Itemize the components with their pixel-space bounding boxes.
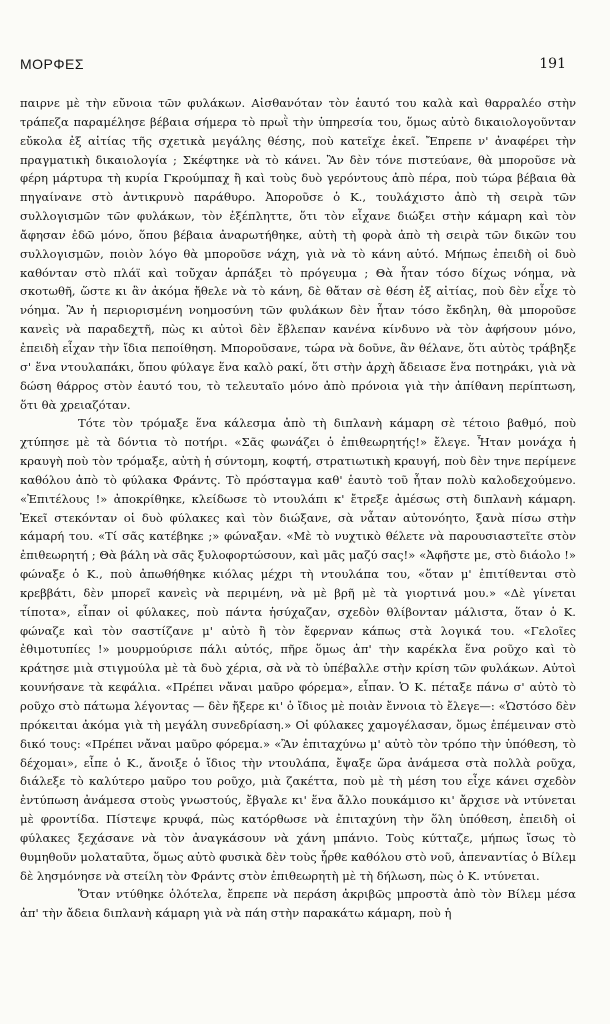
running-head: ΜΟΡΦΕΣ xyxy=(20,56,85,72)
page-header xyxy=(20,56,566,76)
page-number: 191 xyxy=(539,56,566,72)
paragraph-3: Ὅταν ντύθηκε ὁλότελα, ἔπρεπε νὰ περάση ἀκριβῶς μπροστὰ ἀπὸ τὸν Βίλεμ μέσα ἀπ' τὴν ἄδεια διπλανὴ κάμαρη γιὰ νὰ πάη στὴν παρακάτω κάμαρη, ποὺ ἡ xyxy=(20,887,576,921)
body-text xyxy=(20,94,576,923)
paragraph-1: παιρνε μὲ τὴν εὔνοια τῶν φυλάκων. Αἰσθανόταν τὸν ἑαυτό του καλὰ καὶ θαρραλέο στὴν τράπεζα παραμέλησε βέβαια σήμερα τὸ πρωῒ τὴν ὑπηρεσία του, ὅμως αὐτὸ δικαιολογοῦνταν εὔκολα ἐξ αἰτίας τῆς σχετικὰ μεγάλης θέσης, ποὺ κατεῖχε ἐκεῖ. Ἔπρεπε ν' ἀναφέρει τὴν πραγματικὴ δικαιολογία ; Σκέφτηκε νὰ τὸ κάνει. Ἂν δὲν τόνε πιστεύανε, θὰ μποροῦσε νὰ φέρη μάρτυρα τὴ κυρία Γκρούμπαχ ἢ καὶ τοὺς δυὸ γερόντους ἀπὸ πέρα, ποὺ τώρα βέβαια θὰ πηγαίνανε στὸ ἀντικρυνὸ παράθυρο. Ἀποροῦσε ὁ Κ., τουλάχιστο ἀπὸ τὴ σειρὰ τῶν συλλογισμῶν τῶν φυλάκων, τὸν ἐξέπληττε, ὅτι τὸν εἶχανε διώξει στὴν κάμαρη καὶ τὸν ἄφησαν ἐδῶ μόνο, ὅπου βέβαια ἀναρωτήθηκε, αὐτὴ τὴ φορὰ ἀπὸ τὴ σειρὰ τῶν δικῶν του συλλογισμῶν, ποιὸν λόγο θὰ μποροῦσε νάχη, γιὰ νὰ τὸ κάνη αὐτό. Μήπως ἐπειδὴ οἱ δυὸ καθόνταν στὸ πλάϊ καὶ τοὔχαν ἁρπάξει τὸ πρόγευμα ; Θὰ ἦταν τόσο δίχως νόημα, νὰ σκοτωθῆ, ὥστε κι ἂν ἀκόμα ἤθελε νὰ τὸ κάνη, δὲ θἄταν σὲ θέση ἐξ αἰτίας, ποὺ δὲν εἶχε τὸ νόημα. Ἂν ἡ περιορισμένη νοημοσύνη τῶν φυλάκων δὲν ἦταν τόσο ἔκδηλη, θὰ μποροῦσε κανεὶς νὰ παραδεχτῆ, πὼς κι αὐτοὶ δὲν ἔβλεπαν κανένα κίνδυνο νὰ τὸν ἀφήσουν μόνο, ἐπειδὴ εἶχαν τὴν ἴδια πεποίθηση. Μποροῦσανε, τώρα νὰ δοῦνε, ἂν θέλανε, ὅτι αὐτὸς τράβηξε σ' ἕνα ντουλαπάκι, ὅπου φύλαγε ἕνα καλὸ ρακί, ὅτι στὴν ἀρχὴ ἄδειασε ἕνα ποτηράκι, γιὰ νὰ δώση θάρρος στὸν ἑαυτό του, τὸ τελευταῖο μόνο ἀπὸ πρόνοια γιὰ τὴν ἀπίθανη περίπτωση, ὅτι θὰ χρειαζόταν. xyxy=(20,96,576,412)
paragraph-2: Τότε τὸν τρόμαξε ἕνα κάλεσμα ἀπὸ τὴ διπλανὴ κάμαρη σὲ τέτοιο βαθμό, ποὺ χτύπησε μὲ τὰ δόντια τὸ ποτήρι. «Σᾶς φωνάζει ὁ ἐπιθεωρητής!» ἔλεγε. Ἦταν μονάχα ἡ κραυγὴ ποὺ τὸν τρόμαξε, αὐτὴ ἡ σύντομη, κοφτή, στρατιωτικὴ κραυγή, ποὺ δὲν τηνε περίμενε καθόλου ἀπὸ τὸ φύλακα Φράντς. Τὸ πρόσταγμα καθ' ἑαυτὸ τοῦ ἦταν πολὺ καλοδεχούμενο. «Ἐπιτέλους !» ἀποκρίθηκε, κλείδωσε τὸ ντουλάπι κ' ἔτρεξε ἀμέσως στὴ διπλανὴ κάμαρη. Ἐκεῖ στεκόνταν οἱ δυὸ φύλακες καὶ τὸν διώξανε, σὰ νἆταν αὐτονόητο, ξανὰ πίσω στὴν κάμαρή του. «Τί σᾶς κατέβηκε ;» φώναξαν. «Μὲ τὸ νυχτικὸ θέλετε νὰ παρουσιαστεῖτε στὸν ἐπιθεωρητή ; Θὰ βάλη νὰ σᾶς ξυλοφορτώσουν, καὶ μᾶς μαζύ σας!» «Ἀφῆστε με, στὸ διάολο !» φώναξε ὁ Κ., ποὺ ἀπωθήθηκε κιόλας μέχρι τὴ ντουλάπα του, «ὅταν μ' ἐπιτίθενται στὸ κρεββάτι, δὲν μπορεῖ κανεὶς νὰ περιμένη, νὰ μὲ βρῆ μὲ τὰ γιορτινά μου.» «Δὲ γίνεται τίποτα», εἶπαν οἱ φύλακες, ποὺ πάντα ἡσύχαζαν, σχεδὸν θλίβονταν μάλιστα, ὅταν ὁ Κ. φώναζε καὶ τὸν σαστίζανε μ' αὐτὸ ἢ τὸν ἔφερναν κάπως στὰ λογικά του. «Γελοῖες ἐθιμοτυπίες !» μουρμούρισε πάλι αὐτός, πῆρε ὅμως ἀπ' τὴν καρέκλα ἕνα ροῦχο καὶ τὸ κράτησε μιὰ στιγμούλα μὲ τὰ δυὸ χέρια, σὰ νὰ τὸ ὑπέβαλλε στὴν κρίση τῶν φυλάκων. Αὐτοὶ κουνήσανε τὰ κεφάλια. «Πρέπει νἄναι μαῦρο φόρεμα», εἶπαν. Ὁ Κ. πέταξε πάνω σ' αὐτὸ τὸ ροῦχο στὸ πάτωμα λέγοντας — δὲν ἤξερε κι' ὁ ἴδιος μὲ ποιὰν ἔννοια τὸ ἔλεγε—: «Ὡστόσο δὲν πρόκειται ἀκόμα γιὰ τὴ μεγάλη συνεδρίαση.» Οἱ φύλακες χαμογέλασαν, ὅμως ἐπέμειναν στὸ δικό τους: «Πρέπει νἄναι μαῦρο φόρεμα.» «Ἂν ἐπιταχύνω μ' αὐτὸ τὸν τρόπο τὴν ὑπόθεση, τὸ δέχομαι», εἶπε ὁ Κ., ἄνοιξε ὁ ἴδιος τὴν ντουλάπα, ἔψαξε ὥρα ἀνάμεσα στὰ πολλὰ ροῦχα, διάλεξε τὸ καλύτερο μαῦρο του ροῦχο, μιὰ ζακέττα, ποὺ μὲ τὴ μέση του εἶχε κάνει σχεδὸν ἐντύπωση ἀνάμεσα στοὺς γνωστούς, ἔβγαλε κι' ἕνα ἄλλο πουκάμισο κι' ἄρχισε νὰ ντύνεται μὲ φροντίδα. Πίστεψε κρυφά, πὼς κατόρθωσε νὰ ἐπιταχύνη τὴν ὅλη ὑπόθεση, ἐπειδὴ οἱ φύλακες ξεχάσανε νὰ τὸν ἀναγκάσουν νὰ χάνη μπάνιο. Τοὺς κύτταζε, μήπως ἴσως τὸ θυμηθοῦν μολαταῦτα, ὅμως αὐτὸ φυσικὰ δὲν τοὺς ἦρθε καθόλου στὸ νοῦ, ἀπεναντίας ὁ Βίλεμ δὲ λησμόνησε νὰ στείλη τὸν Φράντς στὸν ἐπιθεωρητὴ μὲ τὴ δήλωση, πὼς ὁ Κ. ντύνεται. xyxy=(20,416,576,883)
